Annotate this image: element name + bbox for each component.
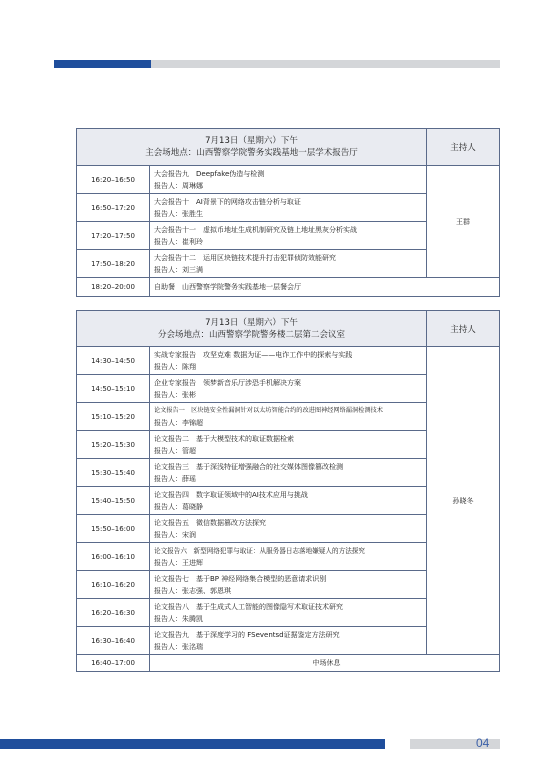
- host-name: 王群: [427, 166, 500, 278]
- session-title: 企业专家报告 领梦新音乐厅涉恐手机解决方案: [154, 378, 301, 387]
- session-content: [150, 194, 427, 222]
- session-content: [150, 515, 427, 543]
- session-content: [150, 487, 427, 515]
- session-speaker: 报告人：葛晓静: [154, 502, 203, 511]
- session-content: [150, 250, 427, 278]
- session-speaker: 报告人：李锦超: [154, 418, 203, 427]
- header-bar-accent: [54, 60, 151, 68]
- session-title: 论文报告七 基于BP 神经网络集合模型的恶意请求识别: [154, 574, 327, 583]
- branch-venue-date: 7月13日（星期六）下午: [205, 317, 298, 328]
- session-title: 论文报告二 基于大模型技术的取证数据检索: [154, 434, 294, 443]
- session-title: 论文报告三 基于深浅特征增强融合的社交媒体图像篡改检测: [154, 462, 343, 471]
- session-content: [150, 627, 427, 655]
- table-row: [77, 166, 500, 194]
- session-speaker: 报告人：王进辉: [154, 558, 203, 567]
- session-title: 论文报告六 新型网络犯罪与取证：从服务器日志落地嫌疑人的方法探究: [154, 546, 365, 555]
- session-title: 论文报告一 区块链安全性漏洞针对以太坊智能合约的改进图神经网络漏洞检测技术: [154, 406, 383, 414]
- session-time: 16:20–16:30: [77, 599, 150, 627]
- session-speaker: 报告人：张洺瑞: [154, 642, 203, 651]
- session-content: [150, 403, 427, 431]
- main-venue-location: 主会场地点：山西警察学院警务实践基地一层学术报告厅: [145, 148, 358, 158]
- main-venue-date: 7月13日（星期六）下午: [205, 136, 298, 146]
- table-row: [77, 347, 500, 375]
- page-number: 04: [476, 736, 490, 750]
- session-speaker: 报告人：崔利玲: [154, 237, 203, 246]
- session-speaker: 报告人：管超: [154, 446, 196, 455]
- session-time: 14:30–14:50: [77, 347, 150, 375]
- session-time: 17:50–18:20: [77, 250, 150, 278]
- session-content: [150, 375, 427, 403]
- break-time: 16:40–17:00: [77, 655, 150, 672]
- session-content: [150, 431, 427, 459]
- session-time: 16:10–16:20: [77, 571, 150, 599]
- dinner-time: 18:20–20:00: [77, 278, 150, 297]
- session-content: [150, 543, 427, 571]
- host-header: 主持人: [427, 311, 500, 347]
- session-time: 15:40–15:50: [77, 487, 150, 515]
- session-title: 论文报告九 基于深度学习的 FSeventsd证据鉴定方法研究: [154, 630, 340, 639]
- session-speaker: 报告人：朱腾凯: [154, 614, 203, 623]
- dinner-info: 自助餐 山西警察学院警务实践基地一层餐会厅: [150, 278, 500, 297]
- branch-venue-schedule-table: [76, 310, 500, 672]
- session-speaker: 报告人：陈翔: [154, 362, 196, 371]
- table-row: [77, 655, 500, 672]
- session-title: 大会报告十 AI背景下的网络攻击链分析与取证: [154, 197, 301, 206]
- session-speaker: 报告人：刘三满: [154, 265, 203, 274]
- main-venue-schedule-table: [76, 128, 500, 297]
- host-name: 孙晓冬: [427, 347, 500, 655]
- branch-venue-header: [77, 311, 427, 347]
- session-title: 大会报告九 Deepfake伪造与检测: [154, 169, 265, 178]
- session-content: [150, 347, 427, 375]
- header-bar: [151, 60, 500, 68]
- break-info: 中场休息: [150, 655, 500, 672]
- session-time: 17:20–17:50: [77, 222, 150, 250]
- footer-bar-accent: [0, 739, 385, 749]
- session-title: 大会报告十二 运用区块链技术提升打击犯罪侦防效能研究: [154, 253, 336, 262]
- session-time: 15:10–15:20: [77, 403, 150, 431]
- session-content: [150, 459, 427, 487]
- session-time: 15:20–15:30: [77, 431, 150, 459]
- session-title: 大会报告十一 虚拟币地址生成机制研究及链上地址黑灰分析实战: [154, 225, 357, 234]
- session-time: 16:00–16:10: [77, 543, 150, 571]
- session-speaker: 报告人：宋润: [154, 530, 196, 539]
- session-content: [150, 571, 427, 599]
- session-time: 16:20–16:50: [77, 166, 150, 194]
- session-title: 论文报告四 数字取证领域中的AI技术应用与挑战: [154, 490, 308, 499]
- session-speaker: 报告人：张胜生: [154, 209, 203, 218]
- session-time: 15:30–15:40: [77, 459, 150, 487]
- session-time: 16:30–16:40: [77, 627, 150, 655]
- session-content: [150, 222, 427, 250]
- branch-venue-location: 分会场地点：山西警察学院警务楼二层第二会议室: [157, 329, 345, 340]
- session-speaker: 报告人：张彬: [154, 390, 196, 399]
- session-title: 论文报告五 微信数据篡改方法探究: [154, 518, 266, 527]
- session-speaker: 报告人：周琳娜: [154, 181, 203, 190]
- main-venue-header: [77, 129, 427, 166]
- table-row: [77, 278, 500, 297]
- session-speaker: 报告人：薛瑶: [154, 474, 196, 483]
- session-title: 实战专家报告 攻坚克难 数据为证——电诈工作中的探索与实践: [154, 350, 353, 359]
- session-time: 16:50–17:20: [77, 194, 150, 222]
- session-title: 论文报告八 基于生成式人工智能的图像隐写术取证技术研究: [154, 602, 343, 611]
- host-header: 主持人: [427, 129, 500, 166]
- session-time: 14:50–15:10: [77, 375, 150, 403]
- session-speaker: 报告人：张志强、郭恩琪: [154, 586, 231, 595]
- session-time: 15:50–16:00: [77, 515, 150, 543]
- session-content: [150, 599, 427, 627]
- session-content: [150, 166, 427, 194]
